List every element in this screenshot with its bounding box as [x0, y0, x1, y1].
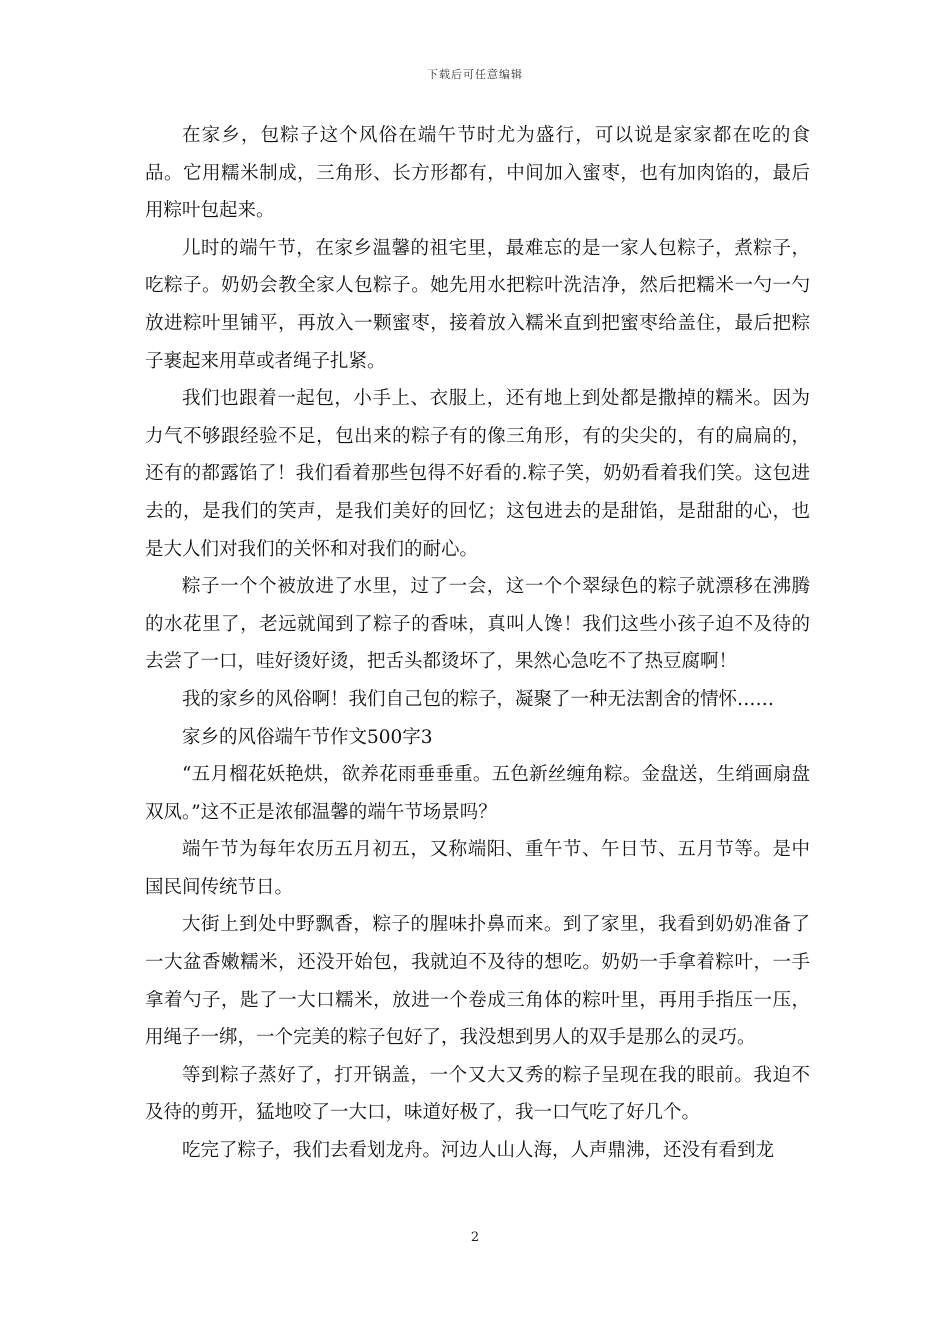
section-title: 家乡的风俗端午节作文500字3: [182, 726, 433, 748]
page-header: 下载后可任意编辑: [427, 68, 523, 81]
paragraph: 在家乡，包粽子这个风俗在端午节时尤为盛行，可以说是家家都在吃的食品。它用糯米制成，三角形、长方形都有，中间加入蜜枣，也有加肉馅的，最后用粽叶包起来。: [145, 125, 810, 222]
paragraph: “五月榴花妖艳烘，欲养花雨垂垂重。五色新丝缠角粽。金盘送，生绡画扇盘双凤。”这不正是浓郁温馨的端午节场景吗？: [145, 764, 810, 823]
document-body: [145, 117, 810, 1170]
paragraph: 端午节为每年农历五月初五，又称端阳、重午节、午日节、五月节等。是中国民间传统节日。: [145, 839, 810, 898]
paragraph: 儿时的端午节，在家乡温馨的祖宅里，最难忘的是一家人包粽子，煮粽子，吃粽子。奶奶会教全家人包粽子。她先用水把粽叶洗洁净，然后把糯米一勺一勺放进粽叶里铺平，再放入一颗蜜枣，接着放入糯米直到把蜜枣给盖住，最后把粽子裹起来用草或者绳子扎紧。: [145, 237, 810, 372]
paragraph: 大街上到处中野飘香，粽子的腥味扑鼻而来。到了家里，我看到奶奶准备了一大盆香嫩糯米，还没开始包，我就迫不及待的想吃。奶奶一手拿着粽叶，一手拿着勺子，匙了一大口糯米，放进一个卷成三角体的粽叶里，再用手指压一压，用绳子一绑，一个完美的粽子包好了，我没想到男人的双手是那么的灵巧。: [145, 914, 810, 1049]
page-number: 2: [470, 1230, 480, 1245]
paragraph: 粽子一个个被放进了水里，过了一会，这一个个翠绿色的粽子就漂移在沸腾的水花里了，老远就闻到了粽子的香味，真叫人馋！我们这些小孩子迫不及待的去尝了一口，哇好烫好烫，把舌头都烫坏了，果然心急吃不了热豆腐啊！: [145, 576, 810, 673]
paragraph: 吃完了粽子，我们去看划龙舟。河边人山人海，人声鼎沸，还没有看到龙: [182, 1140, 775, 1162]
paragraph: 我的家乡的风俗啊！我们自己包的粽子，凝聚了一种无法割舍的情怀……: [182, 688, 775, 710]
paragraph: 等到粽子蒸好了，打开锅盖，一个又大又秀的粽子呈现在我的眼前。我迫不及待的剪开，猛地咬了一大口，味道好极了，我一口气吃了好几个。: [145, 1064, 810, 1124]
paragraph: 我们也跟着一起包，小手上、衣服上，还有地上到处都是撒掉的糯米。因为力气不够跟经验不足，包出来的粽子有的像三角形，有的尖尖的，有的扁扁的，还有的都露馅了！我们看着那些包得不好看的.粽子笑，奶奶看着我们笑。这包进去的，是我们的笑声，是我们美好的回忆；这包进去的是甜馅，是甜甜的心，也是大人们对我们的关怀和对我们的耐心。: [145, 388, 810, 560]
